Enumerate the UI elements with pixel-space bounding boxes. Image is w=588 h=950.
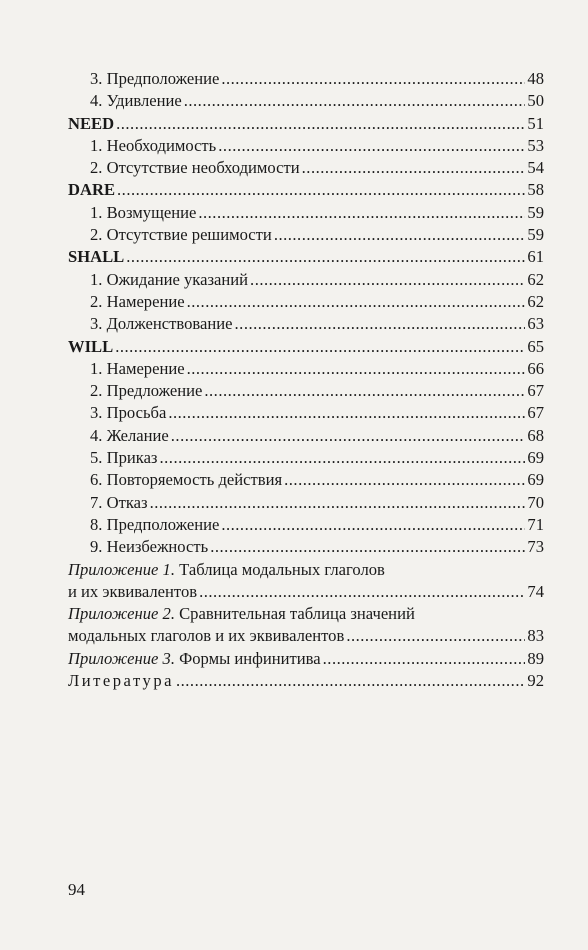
toc-page-number: 51 xyxy=(527,113,544,133)
leader-dots xyxy=(171,425,526,447)
toc-page-number: 48 xyxy=(527,69,544,88)
toc-page-number: 61 xyxy=(527,247,544,267)
toc-entry-row xyxy=(68,291,544,313)
toc-entry-label: 2. Отсутствие решимости xyxy=(90,225,272,245)
leader-dots xyxy=(284,469,525,491)
toc-entry-label: 1. Необходимость xyxy=(90,135,217,155)
toc-list xyxy=(68,68,544,559)
appendix-1-entry xyxy=(68,559,544,604)
leader-dots xyxy=(302,157,526,179)
toc-page-number: 54 xyxy=(527,158,544,178)
toc-entry-label: 3. Просьба xyxy=(90,403,167,423)
leader-dots xyxy=(116,113,525,135)
appendix-3-prefix: Приложение 3. xyxy=(68,648,175,668)
leader-dots xyxy=(115,336,525,358)
toc-page-number: 58 xyxy=(527,180,544,200)
appendix-1-title-cont: и их эквивалентов xyxy=(68,581,198,601)
toc-entry-row xyxy=(68,269,544,291)
toc-page-number: 65 xyxy=(527,336,544,356)
toc-entry-row xyxy=(68,425,544,447)
toc-page-number: 59 xyxy=(527,202,544,222)
toc-heading-label: NEED xyxy=(68,113,115,133)
toc-entry-label: 3. Предположение xyxy=(90,69,220,88)
toc-page-number: 59 xyxy=(527,225,544,245)
toc-heading-label: SHALL xyxy=(68,247,125,267)
toc-entry-row xyxy=(68,380,544,402)
leader-dots xyxy=(218,135,525,157)
toc-entry-row xyxy=(68,469,544,491)
toc-page-number: 70 xyxy=(527,492,544,512)
toc-heading-label: WILL xyxy=(68,336,114,356)
appendix-2-page: 83 xyxy=(527,626,544,646)
appendix-2-title: Сравнительная таблица значений xyxy=(174,604,415,624)
toc-entry-label: 9. Неизбежность xyxy=(90,537,209,557)
toc-entry-row xyxy=(68,492,544,514)
toc-page-number: 68 xyxy=(527,425,544,445)
leader-dots xyxy=(160,447,526,469)
leader-dots xyxy=(117,179,525,201)
toc-page-number: 50 xyxy=(527,91,544,111)
toc-entry-label: 1. Намерение xyxy=(90,358,185,378)
toc-entry-label: 4. Желание xyxy=(90,425,169,445)
leader-dots xyxy=(221,514,525,536)
toc-page-number: 73 xyxy=(527,537,544,557)
toc-entry-label: 7. Отказ xyxy=(90,492,148,512)
literature-label: Литература xyxy=(68,671,174,691)
toc-entry-label: 8. Предположение xyxy=(90,514,220,534)
leader-dots xyxy=(210,536,525,558)
leader-dots xyxy=(250,269,525,291)
appendix-3-entry xyxy=(68,648,544,670)
leader-dots xyxy=(221,68,525,90)
appendix-1-title: Таблица модальных глаголов xyxy=(174,559,385,579)
toc-heading-row xyxy=(68,113,544,135)
toc-entry-row xyxy=(68,68,544,90)
toc-entry-label: 1. Ожидание указаний xyxy=(90,269,249,289)
toc-page-number: 67 xyxy=(527,381,544,401)
toc-entry-label: 2. Намерение xyxy=(90,291,185,311)
leader-dots xyxy=(235,313,526,335)
toc-entry-row xyxy=(68,536,544,558)
toc-page-number: 62 xyxy=(527,291,544,311)
leader-dots xyxy=(199,581,525,603)
appendix-3-title: Формы инфинитива xyxy=(174,648,321,668)
appendix-2-prefix: Приложение 2. xyxy=(68,604,175,624)
toc-page-number: 63 xyxy=(527,314,544,334)
toc-page-number: 71 xyxy=(527,514,544,534)
leader-dots xyxy=(187,358,526,380)
appendix-1-page: 74 xyxy=(527,581,544,601)
toc-entry-row xyxy=(68,135,544,157)
toc-entry-row xyxy=(68,224,544,246)
toc-entry-label: 3. Долженствование xyxy=(90,314,233,334)
table-of-contents xyxy=(68,68,544,692)
toc-entry-label: 4. Удивление xyxy=(90,91,182,111)
toc-entry-row xyxy=(68,313,544,335)
toc-entry-row xyxy=(68,514,544,536)
appendix-2-entry xyxy=(68,603,544,648)
page-number: 94 xyxy=(68,880,85,899)
literature-entry xyxy=(68,670,544,692)
toc-entry-row xyxy=(68,402,544,424)
toc-page-number: 67 xyxy=(527,403,544,423)
leader-dots xyxy=(323,648,526,670)
toc-page-number: 69 xyxy=(527,470,544,490)
leader-dots xyxy=(150,492,526,514)
appendix-1-prefix: Приложение 1. xyxy=(68,559,175,579)
leader-dots xyxy=(126,246,525,268)
toc-heading-row xyxy=(68,246,544,268)
leader-dots xyxy=(187,291,526,313)
toc-entry-label: 6. Повторяемость действия xyxy=(90,470,283,490)
toc-heading-label: DARE xyxy=(68,180,116,200)
literature-page: 92 xyxy=(527,671,544,691)
toc-entry-row xyxy=(68,90,544,112)
leader-dots xyxy=(184,90,526,112)
leader-dots xyxy=(204,380,525,402)
toc-entry-row xyxy=(68,358,544,380)
toc-page-number: 66 xyxy=(527,358,544,378)
toc-entry-row xyxy=(68,202,544,224)
leader-dots xyxy=(274,224,526,246)
leader-dots xyxy=(198,202,525,224)
toc-entry-row xyxy=(68,157,544,179)
toc-heading-row xyxy=(68,336,544,358)
toc-entry-label: 1. Возмущение xyxy=(90,202,197,222)
toc-page-number: 69 xyxy=(527,448,544,468)
toc-entry-row xyxy=(68,447,544,469)
toc-entry-label: 2. Предложение xyxy=(90,381,203,401)
toc-page-number: 62 xyxy=(527,269,544,289)
appendix-2-title-cont: модальных глаголов и их эквивалентов xyxy=(68,626,345,646)
toc-heading-row xyxy=(68,179,544,201)
toc-entry-label: 5. Приказ xyxy=(90,448,158,468)
toc-page-number: 53 xyxy=(527,135,544,155)
leader-dots xyxy=(168,402,525,424)
leader-dots xyxy=(176,670,525,692)
leader-dots xyxy=(346,625,525,647)
appendix-3-page: 89 xyxy=(527,648,544,668)
toc-entry-label: 2. Отсутствие необходимости xyxy=(90,158,300,178)
